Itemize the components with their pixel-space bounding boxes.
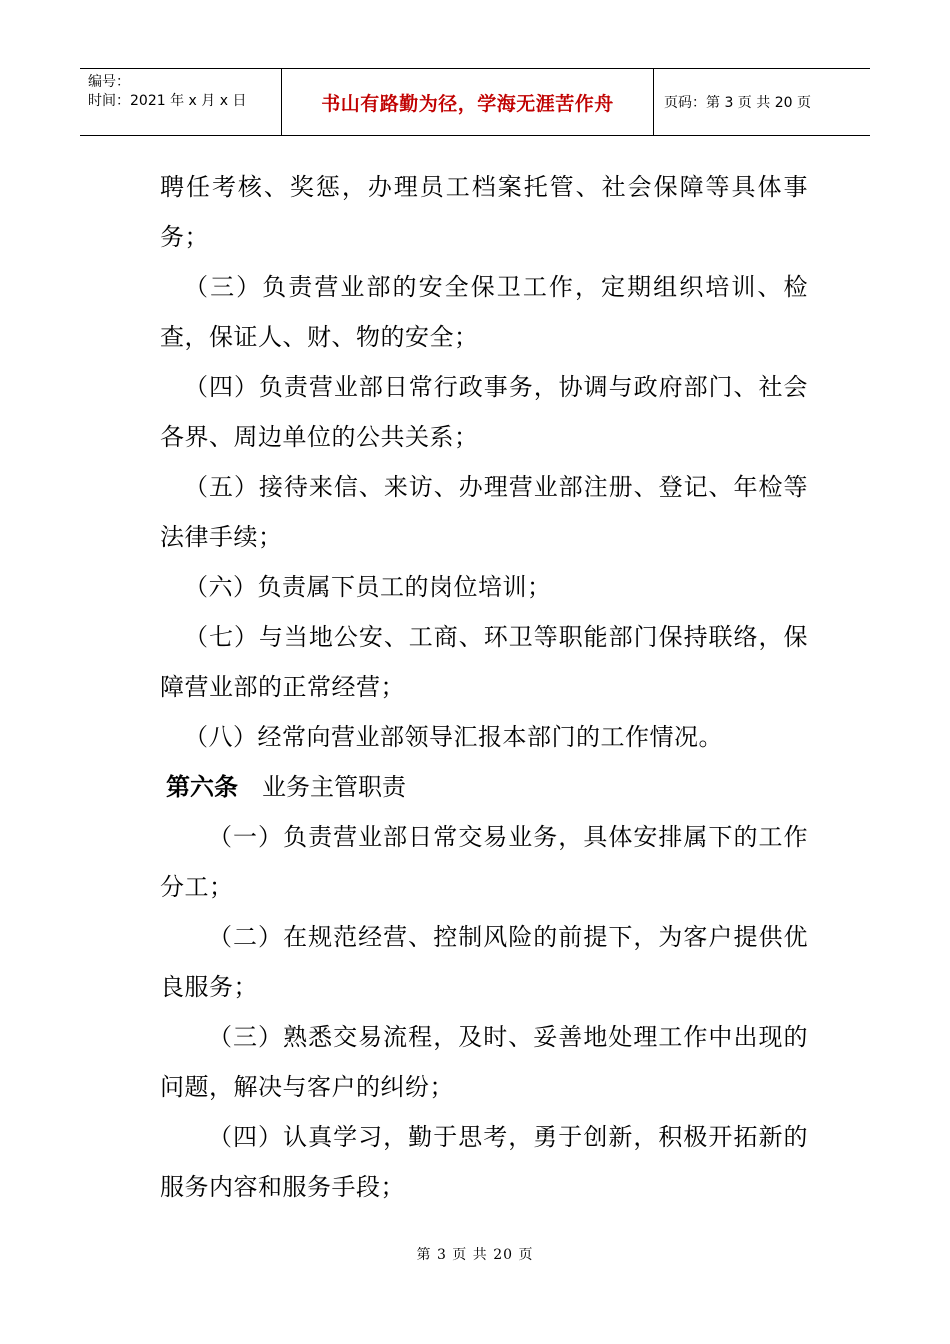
- paragraph: （三）负责营业部的安全保卫工作，定期组织培训、检查，保证人、财、物的安全；: [160, 273, 808, 351]
- article-title: 业务主管职责: [262, 773, 406, 801]
- document-number-label: 编号：: [88, 74, 130, 90]
- paragraph: （八）经常向营业部领导汇报本部门的工作情况。: [184, 723, 723, 751]
- page-header: [80, 68, 870, 136]
- paragraph: （七）与当地公安、工商、环卫等职能部门保持联络，保障营业部的正常经营；: [160, 623, 808, 701]
- page-footer: 第 3 页 共 20 页: [416, 1247, 534, 1263]
- document-body: [160, 162, 808, 1212]
- header-meta: [80, 69, 282, 135]
- paragraph: （六）负责属下员工的岗位培训；: [184, 573, 552, 601]
- document-time-label: 时间：2021 年 x 月 x 日: [88, 93, 247, 109]
- article-heading: [160, 762, 808, 812]
- paragraph: （四）负责营业部日常行政事务，协调与政府部门、社会各界、周边单位的公共关系；: [160, 373, 808, 451]
- paragraph: （四）认真学习，勤于思考，勇于创新，积极开拓新的服务内容和服务手段；: [160, 1123, 808, 1201]
- paragraph: （五）接待来信、来访、办理营业部注册、登记、年检等法律手续；: [160, 473, 808, 551]
- paragraph: 聘任考核、奖惩，办理员工档案托管、社会保障等具体事务；: [160, 173, 808, 251]
- paragraph: （二）在规范经营、控制风险的前提下，为客户提供优良服务；: [160, 923, 808, 1001]
- header-page-info: 页码：第 3 页 共 20 页: [664, 95, 811, 111]
- paragraph: （一）负责营业部日常交易业务，具体安排属下的工作分工；: [160, 823, 808, 901]
- article-number: 第六条: [166, 773, 238, 801]
- paragraph: （三）熟悉交易流程，及时、妥善地处理工作中出现的问题，解决与客户的纠纷；: [160, 1023, 808, 1101]
- header-motto: 书山有路勤为径，学海无涯苦作舟: [282, 69, 654, 135]
